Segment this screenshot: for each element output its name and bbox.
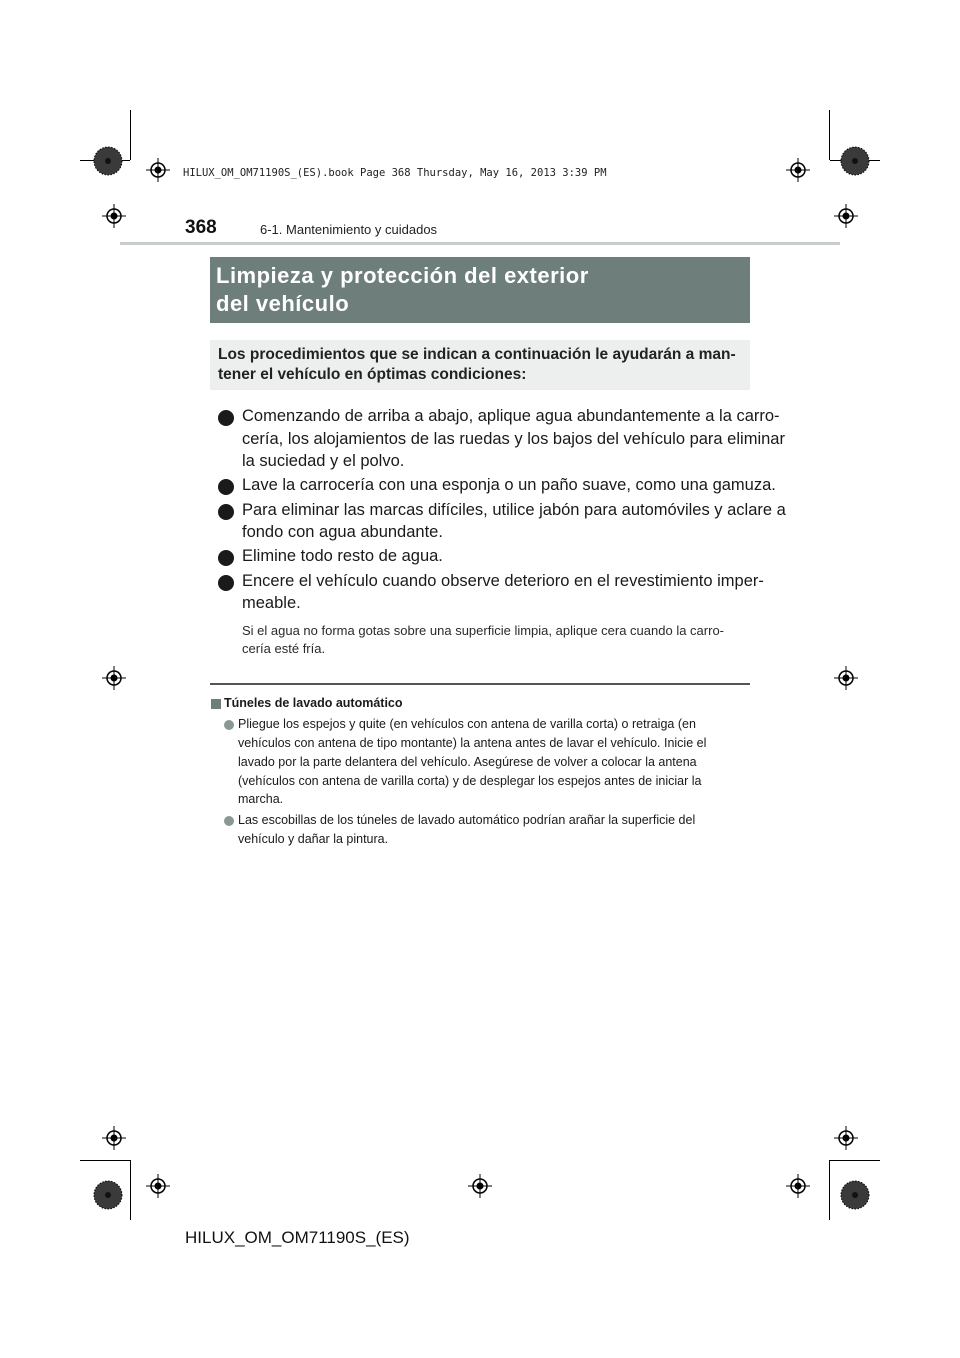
list-item-line: la suciedad y el polvo.	[242, 452, 405, 470]
bullet-icon	[224, 720, 234, 730]
list-item-line: cería, los alojamientos de las ruedas y los bajos del vehículo para eliminar	[242, 430, 785, 448]
list-item-line: fondo con agua abundante.	[242, 523, 443, 541]
list-item-line: (vehículos con antena de varilla corta) y de desplegar los espejos antes de iniciar la	[238, 774, 702, 788]
section-title: 6-1. Mantenimiento y cuidados	[260, 222, 438, 237]
registration-mark-icon	[146, 1174, 170, 1198]
list-item-line: lavado por la parte delantera del vehículo. Asegúrese de volver a colocar la antena	[238, 755, 697, 769]
bullet-icon	[218, 410, 234, 426]
rosette-mark-icon	[93, 1180, 123, 1210]
square-bullet-icon	[211, 699, 221, 709]
registration-mark-icon	[834, 1126, 858, 1150]
list-item-line: marcha.	[238, 792, 284, 806]
list-item-line: Las escobillas de los túneles de lavado automático podrían arañar la superficie del	[238, 813, 696, 827]
crop-mark	[829, 110, 830, 160]
footer-code: HILUX_OM_OM71190S_(ES)	[185, 1228, 410, 1247]
subsection-heading: Túneles de lavado automático	[224, 696, 403, 710]
list-item-line: Elimine todo resto de agua.	[242, 547, 443, 565]
subsection-rule	[210, 683, 750, 685]
registration-mark-icon	[834, 666, 858, 690]
list-item-line: Encere el vehículo cuando observe deterioro en el revestimiento imper-	[242, 572, 764, 590]
note-line-2: cería esté fría.	[242, 641, 326, 656]
list-item-line: Para eliminar las marcas difíciles, utilice jabón para automóviles y aclare a	[242, 501, 786, 519]
page-title-line-2: del vehículo	[216, 291, 350, 316]
list-item-line: Lave la carrocería con una esponja o un paño suave, como una gamuza.	[242, 476, 776, 494]
intro-line-1: Los procedimientos que se indican a continuación le ayudarán a man-	[218, 346, 736, 363]
intro-box	[210, 340, 750, 390]
header-rule	[120, 242, 840, 245]
registration-mark-icon	[786, 1174, 810, 1198]
registration-mark-icon	[102, 666, 126, 690]
crop-mark	[130, 110, 131, 160]
note-line-1: Si el agua no forma gotas sobre una superficie limpia, aplique cera cuando la carro-	[242, 623, 724, 638]
page-title-box	[210, 257, 750, 323]
list-item-line: Comenzando de arriba a abajo, aplique agua abundantemente a la carro-	[242, 407, 780, 425]
list-item-line: vehículo y dañar la pintura.	[238, 832, 389, 846]
crop-mark	[80, 1160, 130, 1161]
bullet-icon	[218, 479, 234, 495]
list-item-line: Pliegue los espejos y quite (en vehículos con antena de varilla corta) o retraiga (en	[238, 717, 696, 731]
page-number: 368	[185, 217, 217, 238]
crop-mark	[130, 1160, 131, 1220]
registration-mark-icon	[468, 1174, 492, 1198]
registration-mark-icon	[102, 204, 126, 228]
crop-mark	[829, 1160, 830, 1220]
registration-mark-icon	[786, 158, 810, 182]
bullet-icon	[218, 550, 234, 566]
rosette-mark-icon	[840, 1180, 870, 1210]
bullet-icon	[224, 816, 234, 826]
rosette-mark-icon	[93, 146, 123, 176]
registration-mark-icon	[102, 1126, 126, 1150]
registration-mark-icon	[834, 204, 858, 228]
intro-line-2: tener el vehículo en óptimas condiciones:	[218, 366, 527, 383]
page-title-line-1: Limpieza y protección del exterior	[216, 263, 589, 288]
crop-mark	[830, 1160, 880, 1161]
print-info: HILUX_OM_OM71190S_(ES).book Page 368 Thursday, May 16, 2013 3:39 PM	[183, 167, 607, 179]
bullet-icon	[218, 575, 234, 591]
bullet-icon	[218, 504, 234, 520]
list-item-line: meable.	[242, 594, 301, 612]
rosette-mark-icon	[840, 146, 870, 176]
registration-mark-icon	[146, 158, 170, 182]
list-item-line: vehículos con antena de tipo montante) la antena antes de lavar el vehículo. Inicie el	[238, 736, 707, 750]
